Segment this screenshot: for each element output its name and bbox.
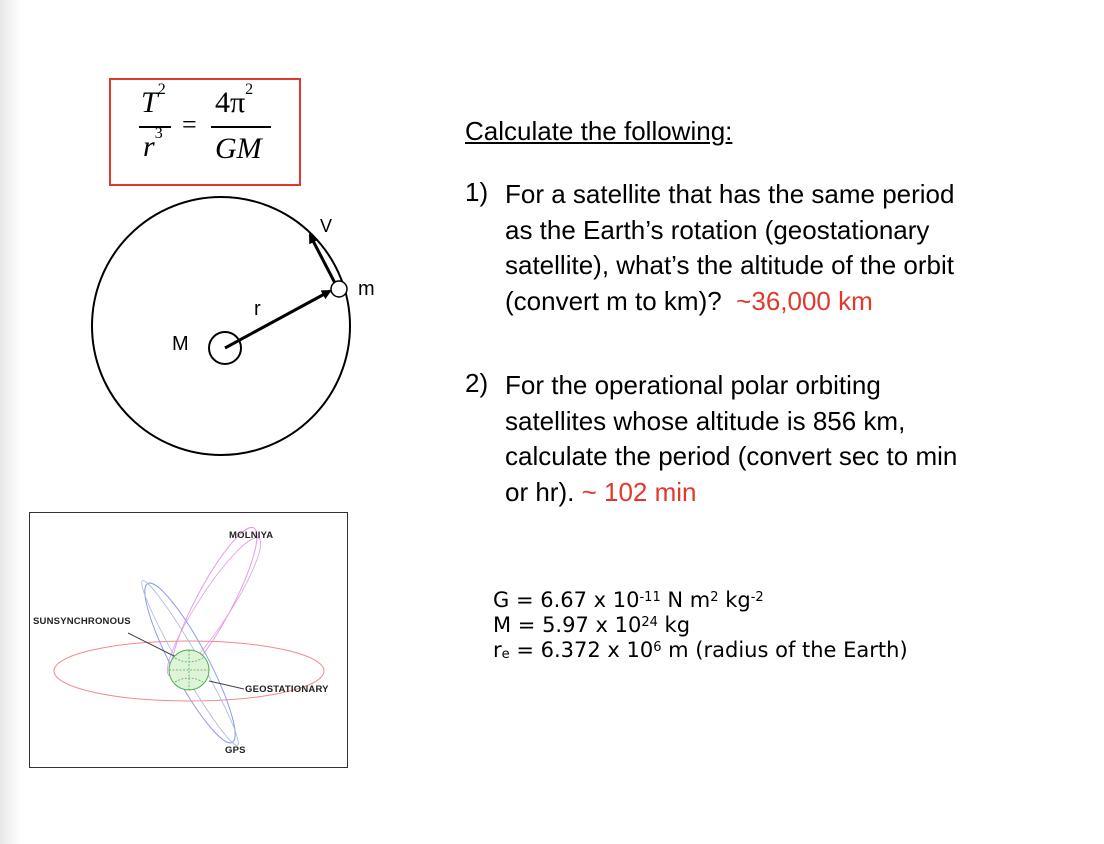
formula-rhs-numerator: $4\pi^2$ xyxy=(215,81,254,119)
question-2-number: 2) xyxy=(465,368,489,398)
molniya-label: MOLNIYA xyxy=(229,530,274,541)
velocity-label: V xyxy=(320,216,333,236)
question-1-line-1: For a satellite that has the same period xyxy=(505,179,955,209)
question-2-line-1: For the operational polar orbiting xyxy=(505,370,881,400)
formula-rhs-denominator: GM xyxy=(215,132,262,165)
satellite-mass-label: m xyxy=(358,278,375,300)
question-2-line-4: or hr). ~ 102 min xyxy=(505,476,697,507)
formula-equals-sign: = xyxy=(182,110,197,139)
question-1-answer: ~36,000 km xyxy=(736,285,873,316)
calculate-heading: Calculate the following: xyxy=(465,116,733,146)
earth-globe-icon xyxy=(169,650,209,690)
question-1-line-4: (convert m to km)? ~36,000 km xyxy=(505,285,873,316)
question-2 xyxy=(505,368,957,510)
question-1-line-2: as the Earth’s rotation (geostationary xyxy=(505,214,930,245)
geostationary-label: GEOSTATIONARY xyxy=(245,684,329,695)
question-2-line-3: calculate the period (convert sec to min xyxy=(505,441,958,471)
orbit-types-panel xyxy=(29,512,348,768)
gps-label: GPS xyxy=(225,745,246,756)
question-2-answer: 102 min xyxy=(604,476,697,507)
constant-earth-mass: M = 5.97 x $10^{24}$ kg xyxy=(493,613,691,637)
question-1-number: 1) xyxy=(465,177,489,207)
constant-g: G = 6.67 x $10^{-11}$ N $m^2$ $kg^{-2}$ xyxy=(493,588,764,612)
central-mass-label: M xyxy=(172,333,189,355)
sunsynchronous-label: SUNSYNCHRONOUS xyxy=(33,616,131,627)
orbit-diagram xyxy=(0,0,420,480)
radius-label: r xyxy=(254,298,261,320)
question-1 xyxy=(505,177,954,319)
radius-arrow xyxy=(225,291,330,348)
orbit-types-illustration xyxy=(30,513,346,766)
formula-lhs-denominator: $r^3$ xyxy=(143,125,163,163)
question-1-line-3: satellite), what’s the altitude of the orbit xyxy=(505,250,954,280)
question-2-line-2: satellites whose altitude is 856 km, xyxy=(505,405,906,436)
satellite-circle xyxy=(331,281,347,297)
question-2-answer-tilde: ~ xyxy=(581,476,597,507)
physical-constants xyxy=(493,588,908,663)
formula-lhs-numerator: $T^2$ xyxy=(141,81,166,119)
geostationary-pointer-line xyxy=(209,681,244,689)
constant-earth-radius: $r_e = 6.372$ x $10^6$ m (radius of the Earth) xyxy=(493,638,908,662)
